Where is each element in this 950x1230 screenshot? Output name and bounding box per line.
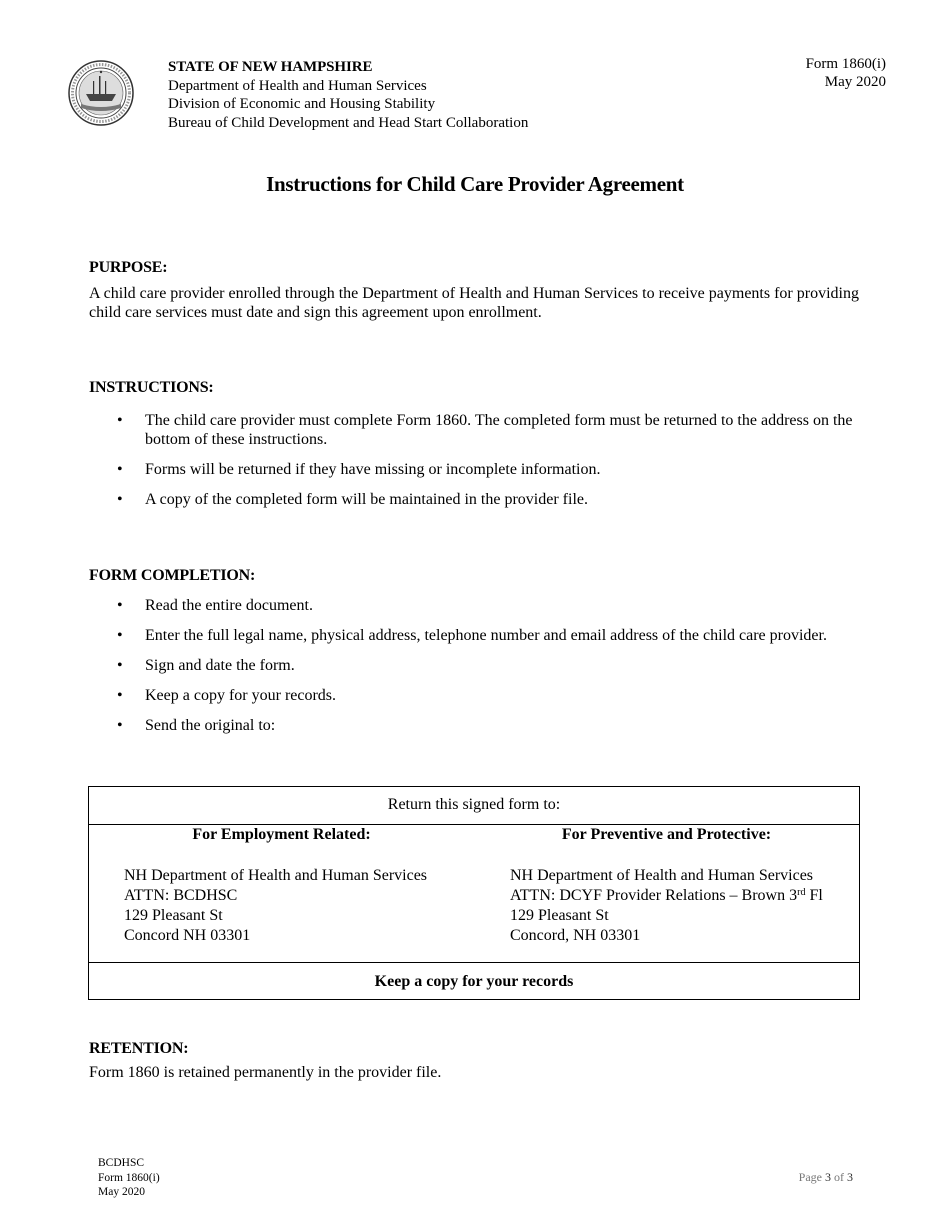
form-date: May 2020 — [824, 74, 886, 90]
page-total: 3 — [847, 1170, 853, 1184]
address-line: NH Department of Health and Human Services — [510, 867, 814, 884]
instructions-list — [89, 411, 879, 520]
list-item: • Enter the full legal name, physical address, telephone number and email address of the child care provider. — [89, 626, 879, 645]
return-box-title: Return this signed form to: — [387, 796, 561, 813]
purpose-heading: PURPOSE: — [89, 259, 168, 276]
address-line: 129 Pleasant St — [124, 907, 223, 924]
list-item: • Read the entire document. — [89, 596, 879, 615]
division-name: Division of Economic and Housing Stability — [168, 96, 436, 112]
department-name: Department of Health and Human Services — [168, 77, 427, 94]
footer-block — [98, 1156, 160, 1200]
footer-form-number: Form 1860(i) — [98, 1171, 160, 1184]
form-completion-heading: FORM COMPLETION: — [89, 567, 256, 584]
state-seal-icon — [68, 60, 134, 126]
address-line: Concord, NH 03301 — [510, 927, 641, 944]
return-address-box — [88, 786, 860, 1000]
box-divider — [89, 824, 859, 825]
list-item: • Forms will be returned if they have missing or incomplete information. — [89, 460, 879, 479]
form-number: Form 1860(i) — [805, 56, 886, 72]
address-line: Concord NH 03301 — [124, 927, 251, 944]
list-item: • The child care provider must complete Form 1860. The completed form must be returned to the address on the bottom of these instructions. — [89, 411, 879, 449]
floor-text: Fl — [805, 887, 823, 904]
page-word: Page — [798, 1170, 822, 1184]
protective-heading: For Preventive and Protective: — [561, 826, 772, 843]
protective-address — [510, 866, 823, 946]
retention-text: Form 1860 is retained permanently in the provider file. — [89, 1064, 442, 1081]
page-current: 3 — [825, 1170, 831, 1184]
footer-date: May 2020 — [98, 1186, 145, 1198]
form-reference — [806, 55, 886, 91]
address-line: ATTN: BCDHSC — [124, 887, 238, 904]
address-line: 129 Pleasant St — [510, 907, 609, 924]
instructions-heading: INSTRUCTIONS: — [89, 379, 214, 396]
ordinal-suffix: rd — [797, 887, 806, 898]
footer-bureau: BCDHSC — [98, 1157, 145, 1169]
page-of: of — [834, 1170, 844, 1184]
keep-copy-note: Keep a copy for your records — [374, 973, 574, 990]
list-item: • Keep a copy for your records. — [89, 686, 879, 705]
bureau-name: Bureau of Child Development and Head Start Collaboration — [168, 114, 529, 131]
employment-heading: For Employment Related: — [192, 826, 371, 843]
state-name: STATE OF NEW HAMPSHIRE — [168, 59, 373, 75]
list-item: • Sign and date the form. — [89, 656, 879, 675]
page-title: Instructions for Child Care Provider Agreement — [266, 172, 684, 196]
list-item: • A copy of the completed form will be maintained in the provider file. — [89, 490, 879, 509]
list-item: • Send the original to: — [89, 716, 879, 735]
retention-heading: RETENTION: — [89, 1040, 189, 1057]
address-line: NH Department of Health and Human Services — [124, 867, 428, 884]
employment-address — [124, 866, 427, 946]
purpose-text: A child care provider enrolled through the Department of Health and Human Services to receive payments for providing child care services must date and sign this agreement upon enrollment. — [89, 285, 859, 321]
attn-text: ATTN: DCYF Provider Relations – Brown 3 — [510, 887, 798, 904]
agency-block — [168, 58, 528, 132]
address-line-attn — [510, 886, 823, 906]
box-divider — [89, 962, 859, 963]
form-completion-list — [89, 596, 879, 746]
page-number — [799, 1170, 853, 1185]
